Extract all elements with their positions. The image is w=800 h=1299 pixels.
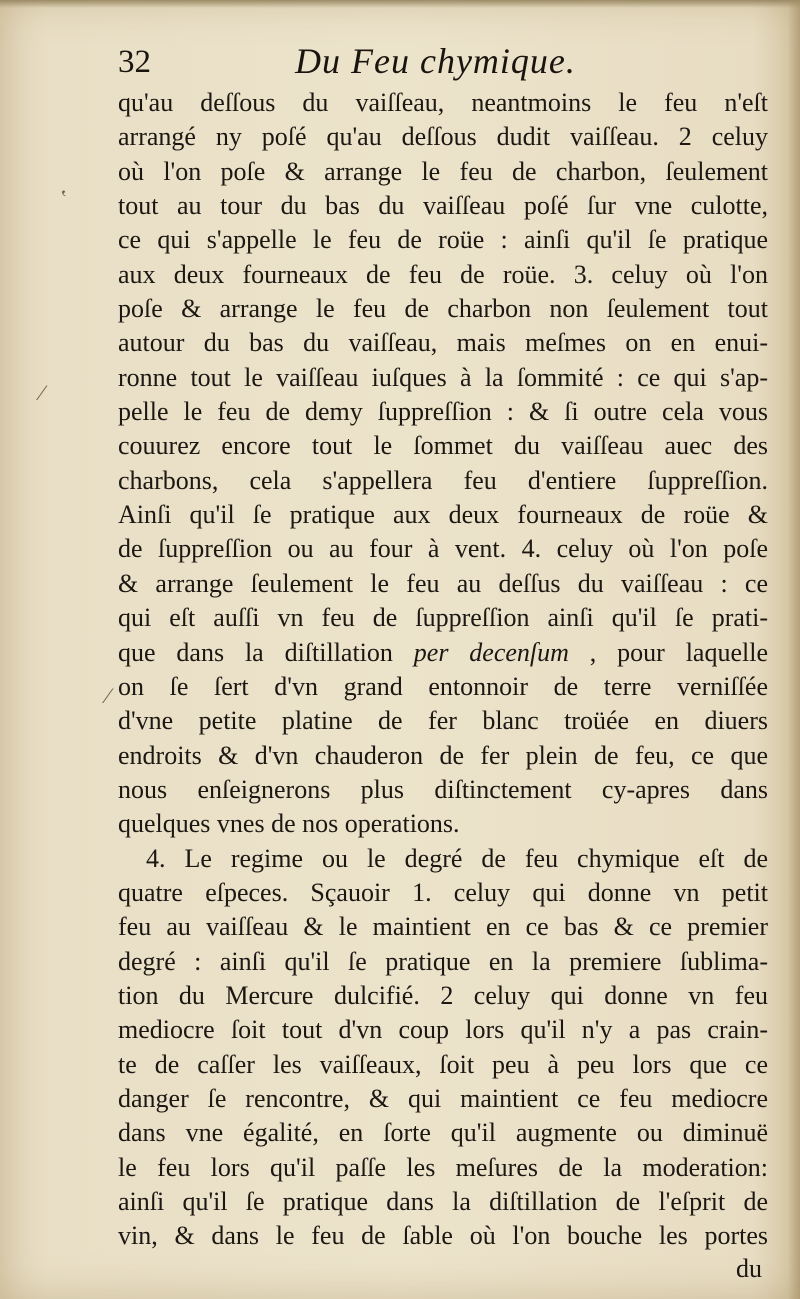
- text-line: tion du Mercure dulcifié. 2 celuy qui donne vn feu: [118, 980, 768, 1010]
- text-line: degré : ainſi qu'il ſe pratique en la premiere ſublima-: [118, 946, 768, 976]
- text-line: autour du bas du vaiſſeau, mais meſmes on en enui-: [118, 328, 768, 358]
- text-line: nous enſeignerons plus diſtinctement cy-apres dans: [118, 774, 768, 804]
- text-line: ronne tout le vaiſſeau iuſques à la ſommité : ce qui s'ap-: [118, 362, 768, 392]
- text-line: arrangé ny poſé qu'au deſſous dudit vaiſſeau. 2 celuy: [118, 122, 768, 152]
- latin-phrase: per decenſum: [413, 637, 569, 667]
- text-line: tout au tour du bas du vaiſſeau poſé ſur vne culotte,: [118, 191, 768, 221]
- text-line: mediocre ſoit tout d'vn coup lors qu'il n'y a pas crain-: [118, 1015, 768, 1045]
- page-number: 32: [118, 44, 151, 80]
- text-line: où l'on poſe & arrange le feu de charbon, ſeulement: [118, 156, 768, 186]
- margin-mark: ‛: [60, 185, 68, 210]
- text-line: poſe & arrange le feu de charbon non ſeulement tout: [118, 294, 768, 324]
- body-text: [118, 86, 768, 1284]
- text-line: qui eſt auſſi vn feu de ſuppreſſion ainſi qu'il ſe prati-: [118, 603, 768, 633]
- running-head: Du Feu chymique.: [295, 41, 576, 81]
- text-line: pelle le feu de demy ſuppreſſion : & ſi outre cela vous: [118, 397, 768, 427]
- text-line: ce qui s'appelle le feu de roüe : ainſi qu'il ſe pratique: [118, 225, 768, 255]
- text-line: quelques vnes de nos operations.: [118, 809, 460, 839]
- text-line: feu au vaiſſeau & le maintient en ce bas & ce premier: [118, 912, 768, 942]
- text-line: danger ſe rencontre, & qui maintient ce feu mediocre: [118, 1083, 768, 1113]
- text-segment: que dans la diſtillation: [118, 637, 414, 667]
- text-line: ainſi qu'il ſe pratique dans la diſtillation de l'eſprit de: [118, 1187, 768, 1216]
- catchword: du: [736, 1253, 762, 1283]
- text-line: & arrange ſeulement le feu au deſſus du vaiſſeau : ce: [118, 568, 768, 598]
- text-line: te de caſſer les vaiſſeaux, ſoit peu à peu lors que ce: [118, 1049, 768, 1079]
- text-line: on ſe ſert d'vn grand entonnoir de terre verniſſée: [118, 671, 768, 701]
- text-line: vin, & dans le feu de ſable où l'on bouche les portes: [118, 1221, 768, 1251]
- text-line: le feu lors qu'il paſſe les meſures de la moderation:: [118, 1152, 768, 1182]
- page-header: [0, 36, 800, 86]
- text-line: couurez encore tout le ſommet du vaiſſeau auec des: [118, 431, 768, 461]
- text-line: Ainſi qu'il ſe pratique aux deux fourneaux de roüe &: [118, 500, 768, 530]
- text-line: 4. Le regime ou le degré de feu chymique eſt de: [146, 843, 768, 873]
- text-line: endroits & d'vn chauderon de fer plein de feu, ce que: [118, 740, 768, 770]
- margin-mark: ⁄: [40, 380, 44, 405]
- text-segment: , pour laquelle: [568, 637, 768, 667]
- text-line: quatre eſpeces. Sçauoir 1. celuy qui donne vn petit: [118, 877, 768, 907]
- text-line: [118, 636, 768, 670]
- margin-mark: ⁄: [106, 683, 110, 708]
- text-line: dans vne égalité, en ſorte qu'il augmente ou diminuë: [118, 1118, 768, 1148]
- text-line: charbons, cela s'appellera feu d'entiere ſuppreſſion.: [118, 465, 768, 495]
- text-line: d'vne petite platine de fer blanc troüée en diuers: [118, 706, 768, 736]
- text-line: de ſuppreſſion ou au four à vent. 4. celuy où l'on poſe: [118, 534, 768, 564]
- text-line: aux deux fourneaux de feu de roüe. 3. celuy où l'on: [118, 259, 768, 289]
- text-line: qu'au deſſous du vaiſſeau, neantmoins le feu n'eſt: [118, 88, 768, 117]
